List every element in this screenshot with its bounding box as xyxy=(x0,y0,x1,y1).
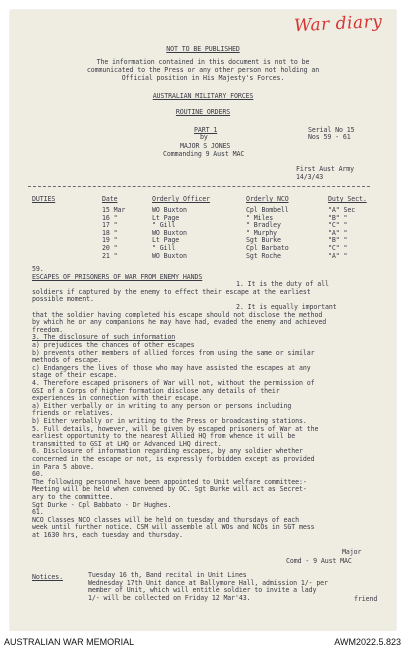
body-line: ESCAPES OF PRISONERS OF WAR FROM ENEMY HANDS xyxy=(32,272,203,281)
footer xyxy=(0,631,405,653)
duty-section: "C" " xyxy=(328,221,348,230)
orders-heading: ROUTINE ORDERS xyxy=(175,108,231,116)
body-line: earliest opportunity to the nearest Allied HQ from whence it will be xyxy=(32,432,296,441)
body-line: a) Either verbally or in writing to any person or persons including xyxy=(32,401,292,410)
duty-section: "A" Sec xyxy=(328,206,356,214)
war-diary-annotation: War diary xyxy=(293,11,383,37)
duty-section: "B" " xyxy=(328,213,348,222)
body-line: week until further notice. CSM will assemble all WOs and NCOs in SGT mess xyxy=(32,523,315,532)
commander-name: MAJOR S JONES xyxy=(180,142,231,150)
col-section: Duty Sect. xyxy=(328,195,367,203)
notice-item: member of Unit, which will entitle soldier to invite a lady xyxy=(88,586,317,595)
body-line: transmitted to GSI at LHQ or Advanced LHQ direct. xyxy=(32,439,222,448)
body-line: NCO Classes NCO classes will be held on tuesday and thursdays of each xyxy=(32,515,300,524)
order-numbers: Nos 59 - 61 xyxy=(308,133,351,141)
body-line: experiences in connection with their escape. xyxy=(32,394,203,403)
body-line: c) Endangers the lives of those who may have assisted the escapes at any xyxy=(32,363,311,372)
body-line: 4. Therefore escaped prisoners of War will not, without the permission of xyxy=(32,379,315,387)
duty-date: 17 " xyxy=(102,221,118,230)
duty-officer: WO Buxton xyxy=(152,251,187,260)
body-line: 2. It is equally important xyxy=(236,303,337,311)
duty-officer: " Gill xyxy=(152,244,176,252)
date: 14/3/43 xyxy=(296,173,324,181)
body-line: stage of their escape. xyxy=(32,371,118,380)
duty-section: "A" " xyxy=(328,228,348,237)
duties-label: DUTIES xyxy=(32,195,56,203)
duty-officer: WO Buxton xyxy=(152,206,187,214)
body-line: in Para 5 above. xyxy=(32,462,94,471)
body-line: friends or relatives. xyxy=(32,409,114,418)
notice-line-2: communicated to the Press or any other person not holding an xyxy=(86,66,320,74)
duty-section: "A" " xyxy=(328,251,348,260)
notices-trailing: friend xyxy=(354,595,378,603)
body-line: ary to the committee. xyxy=(32,493,114,501)
notice-item: Wednesday 17th Unit dance at Ballymore Hall, admission 1/- per xyxy=(88,578,328,587)
body-line: at 1630 hrs, each tuesday and thursday. xyxy=(32,531,183,539)
duty-nco: " Miles xyxy=(246,213,274,222)
part-label: PART 1 xyxy=(194,126,218,134)
body-line: b) Either verbally or in writing to the Press or broadcasting stations. xyxy=(32,417,307,425)
duty-nco: " Murphy xyxy=(246,228,277,237)
serial-number: Serial No 15 xyxy=(308,126,355,134)
body-line: 5. Full details, however, will be given by escaped prisoners of War at the xyxy=(32,424,319,433)
duty-nco: Sgt Roche xyxy=(246,251,281,260)
notices-label: Notices. xyxy=(32,573,63,581)
body-line: b) prevents other members of allied forces from using the same or similar xyxy=(32,348,315,357)
body-line: a) prejudices the chances of other escapes xyxy=(32,341,195,349)
duty-date: 19 " xyxy=(102,236,118,245)
duty-officer: Lt Page xyxy=(152,213,180,222)
body-line: 6. Disclosure of information regarding escapes, by any soldier whether xyxy=(32,447,303,456)
by-label: by xyxy=(200,133,208,141)
duty-nco: Sgt Burke xyxy=(246,236,281,245)
force-heading: AUSTRALIAN MILITARY FORCES xyxy=(152,92,254,100)
notice-item: 1/- will be collected on Friday 12 Mar'43. xyxy=(88,593,251,602)
document-page xyxy=(10,10,396,631)
body-line: concerned in the escape or not, is expressly forbidden except as provided xyxy=(32,455,315,463)
notice-line-3: Official position in His Majesty's Forces. xyxy=(121,74,285,82)
signature-title: Comd - 9 Aust MAC xyxy=(286,557,352,565)
duty-officer: Lt Page xyxy=(152,236,180,245)
duty-section: "C" " xyxy=(328,244,348,252)
body-line: The following personnel have been appointed to Unit welfare committee:- xyxy=(32,477,307,486)
duty-officer: WO Buxton xyxy=(152,228,187,237)
body-line: soldiers if captured by the enemy to effect their escape at the earliest xyxy=(32,287,311,296)
duty-date: 20 " xyxy=(102,244,118,252)
body-line: possible moment. xyxy=(32,295,94,304)
body-line: Sgt Durke - Cpl Babbato - Dr Hughes. xyxy=(32,500,172,509)
divider xyxy=(28,186,370,187)
body-line: 1. It is the duty of all xyxy=(236,280,329,289)
body-line: 60. xyxy=(32,470,44,479)
duty-officer: " Gill xyxy=(152,221,176,230)
notice-item: Tuesday 16 th, Band recital in Unit Lines xyxy=(88,571,247,579)
duty-nco: Cpl Barbato xyxy=(246,244,289,252)
body-line: that the soldier having completed his escape should not disclose the method xyxy=(32,310,323,319)
restriction-heading: NOT TO BE PUBLISHED xyxy=(166,45,240,53)
duty-nco: " Bradley xyxy=(246,221,281,230)
col-date: Date xyxy=(102,195,118,203)
body-line: 61. xyxy=(32,508,44,517)
body-line: freedom. xyxy=(32,325,63,334)
duty-date: 16 " xyxy=(102,213,118,222)
duty-date: 15 Mar xyxy=(102,206,126,214)
body-line: GSI of a Corps of higher formation disclose any details of their xyxy=(32,386,280,395)
body-line: 59. xyxy=(32,265,44,273)
command-title: Commanding 9 Aust MAC xyxy=(163,150,245,158)
location: First Aust Army xyxy=(296,165,355,173)
body-line: 3. The disclosure of such information xyxy=(32,333,176,342)
body-line: by which he or any companions he may have had, evaded the enemy and achieved xyxy=(32,318,327,327)
col-officer: Orderly Officer xyxy=(152,195,211,203)
duty-date: 18 " xyxy=(102,228,118,237)
col-nco: Orderly NCO xyxy=(246,195,289,203)
signature-rank: Major xyxy=(342,548,362,556)
body-line: methods of escape. xyxy=(32,356,102,365)
duty-section: "B" " xyxy=(328,236,348,245)
notice-line-1: The information contained in this document is not to be xyxy=(96,58,310,66)
duty-date: 21 " xyxy=(102,251,118,260)
duty-nco: Cpl Bombell xyxy=(246,206,289,214)
body-line: Meeting will be held when convened by OC. Sgt Burke will act as Secret- xyxy=(32,485,307,494)
footer-credit: AUSTRALIAN WAR MEMORIAL xyxy=(4,637,135,647)
duty-row xyxy=(10,253,396,260)
footer-accession: AWM2022.5.823 xyxy=(334,637,401,647)
